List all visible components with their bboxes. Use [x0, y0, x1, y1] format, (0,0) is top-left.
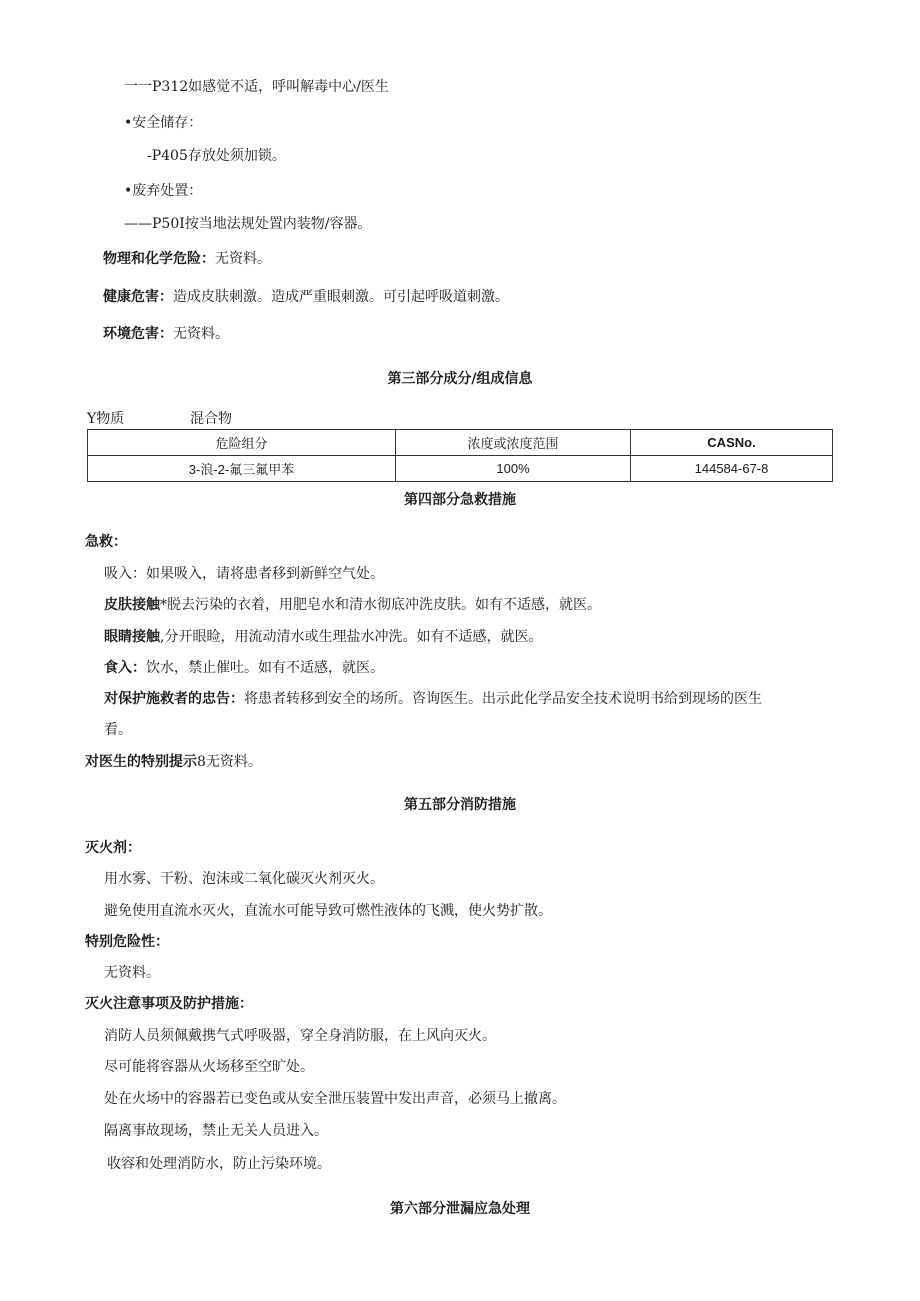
- doctor-label: 对医生的特别提示: [85, 754, 197, 770]
- eye-value: ,分开眼睑，用流动清水或生理盐水冲洗。如有不适感，就医。: [160, 629, 543, 645]
- rescuer-value-cont: 看。: [104, 722, 132, 738]
- section4-title: 第四部分急救措施: [404, 492, 516, 508]
- health-hazard: [103, 288, 509, 306]
- mixture-label: 混合物: [190, 411, 232, 427]
- env-hazard: [103, 325, 229, 343]
- p501-statement: ——P50I按当地法规处置内装物/容器。: [124, 216, 372, 232]
- section6-title: 第六部分泄漏应急处理: [390, 1201, 530, 1217]
- substance-label: Y物质: [87, 411, 125, 427]
- physchem-label: 物理和化学危险：: [103, 251, 215, 267]
- precaution-3: 处在火场中的容器若已变色或从安全泄压装置中发出声音，必须马上撤离。: [104, 1091, 566, 1107]
- rescuer-advice: [104, 690, 762, 708]
- eye-label: 眼睛接触: [104, 629, 160, 645]
- health-value: 造成皮肤刺激。造成严重眼刺激。可引起呼吸道刺激。: [173, 289, 509, 305]
- rescuer-value: 将患者转移到安全的场所。咨询医生。出示此化学品安全技术说明书给到现场的医生: [244, 691, 762, 707]
- skin-value: *脱去污染的衣着，用肥皂水和清水彻底冲洗皮肤。如有不适感，就医。: [160, 597, 601, 613]
- env-value: 无资料。: [173, 326, 229, 342]
- cell-component: 3-浪-2-氟三氟甲苯: [88, 456, 396, 482]
- health-label: 健康危害：: [103, 289, 173, 305]
- agent-text-1: 用水雾、干粉、泡沫或二氧化碳灭火剂灭火。: [104, 871, 384, 887]
- physchem-value: 无资料。: [215, 251, 271, 267]
- special-hazard-heading: 特别危险性：: [85, 934, 169, 950]
- table-row: [88, 456, 833, 482]
- p405-statement: -P405存放处须加锁。: [147, 148, 286, 164]
- ingest-label: 食入：: [104, 660, 146, 676]
- precaution-1: 消防人员须佩戴携气式呼吸器，穿全身消防服，在上风向灭火。: [104, 1028, 496, 1044]
- p312-statement: 一一P312如感觉不适，呼叫解毒中心/医生: [124, 79, 389, 95]
- disposal-heading: •废弃处置：: [124, 183, 203, 199]
- col-header-concentration: 浓度或浓度范围: [396, 430, 631, 456]
- precaution-2: 尽可能将容器从火场移至空旷处。: [104, 1059, 314, 1075]
- section3-title: 第三部分成分/组成信息: [387, 371, 533, 387]
- section5-title: 第五部分消防措施: [404, 797, 516, 813]
- table-header-row: [88, 430, 833, 456]
- col-header-component: 危险组分: [88, 430, 396, 456]
- precaution-5: 收容和处理消防水，防止污染环境。: [107, 1156, 331, 1172]
- ingestion: [104, 659, 384, 677]
- composition-table: [87, 429, 833, 482]
- firstaid-heading: 急救：: [85, 534, 127, 550]
- inhale-text: 吸入：如果吸入，请将患者移到新鲜空气处。: [104, 566, 384, 582]
- precaution-heading: 灭火注意事项及防护措施：: [85, 996, 253, 1012]
- skin-label: 皮肤接触: [104, 597, 160, 613]
- cell-concentration: 100%: [396, 456, 631, 482]
- eye-contact: [104, 628, 542, 646]
- skin-contact: [104, 596, 601, 614]
- agent-heading: 灭火剂：: [85, 840, 141, 856]
- doctor-value: 8无资料。: [197, 754, 262, 770]
- physchem-hazard: [103, 250, 271, 268]
- storage-heading: •安全储存：: [124, 115, 203, 131]
- col-header-cas: CASNo.: [631, 430, 833, 456]
- rescuer-label: 对保护施救者的忠告：: [104, 691, 244, 707]
- env-label: 环境危害：: [103, 326, 173, 342]
- agent-text-2: 避免使用直流水灭火，直流水可能导致可燃性液体的飞溅，使火势扩散。: [104, 903, 552, 919]
- doctor-note: [85, 753, 262, 771]
- precaution-4: 隔离事故现场，禁止无关人员进入。: [104, 1123, 328, 1139]
- ingest-value: 饮水，禁止催吐。如有不适感，就医。: [146, 660, 384, 676]
- special-hazard-value: 无资料。: [104, 965, 160, 981]
- cell-cas: 144584-67-8: [631, 456, 833, 482]
